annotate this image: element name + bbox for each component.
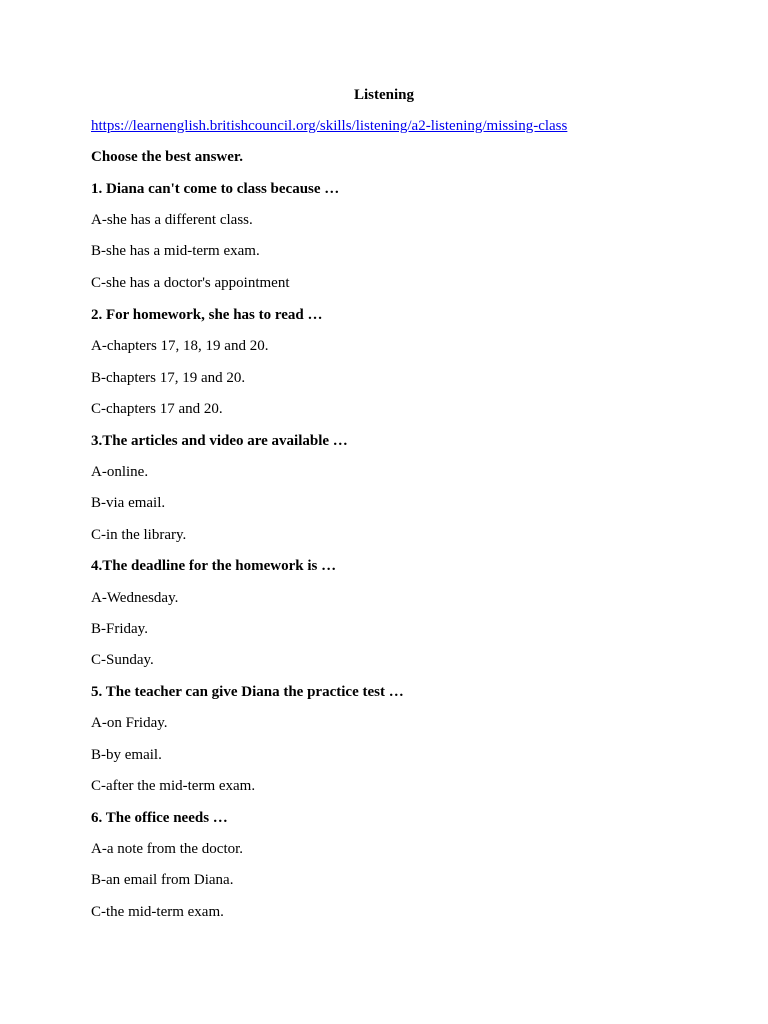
q2-option-b: B-chapters 17, 19 and 20. (91, 370, 246, 386)
q3-option-b: B-via email. (91, 495, 166, 511)
q5-option-a: A-on Friday. (91, 715, 168, 731)
q2-option-c: C-chapters 17 and 20. (91, 401, 223, 417)
q5-option-b: B-by email. (91, 747, 162, 763)
question-5: 5. The teacher can give Diana the practice test … (91, 684, 404, 700)
instruction: Choose the best answer. (91, 149, 243, 165)
question-2: 2. For homework, she has to read … (91, 307, 323, 323)
q5-option-c: C-after the mid-term exam. (91, 778, 256, 794)
q2-option-a: A-chapters 17, 18, 19 and 20. (91, 338, 269, 354)
question-1: 1. Diana can't come to class because … (91, 181, 340, 197)
q3-option-c: C-in the library. (91, 527, 187, 543)
q6-option-c: C-the mid-term exam. (91, 904, 224, 920)
q4-option-c: C-Sunday. (91, 652, 154, 668)
page-title: Listening (353, 87, 414, 103)
source-link[interactable]: https://learnenglish.britishcouncil.org/skills/listening/a2-listening/missing-class (91, 118, 568, 134)
question-3: 3.The articles and video are available … (91, 433, 348, 449)
question-4: 4.The deadline for the homework is … (91, 558, 337, 574)
q1-option-c: C-she has a doctor's appointment (91, 275, 290, 291)
q1-option-b: B-she has a mid-term exam. (91, 243, 260, 259)
question-6: 6. The office needs … (91, 810, 228, 826)
q4-option-b: B-Friday. (91, 621, 148, 637)
q6-option-b: B-an email from Diana. (91, 872, 234, 888)
q1-option-a: A-she has a different class. (91, 212, 253, 228)
q6-option-a: A-a note from the doctor. (91, 841, 244, 857)
q4-option-a: A-Wednesday. (91, 590, 179, 606)
q3-option-a: A-online. (91, 464, 149, 480)
